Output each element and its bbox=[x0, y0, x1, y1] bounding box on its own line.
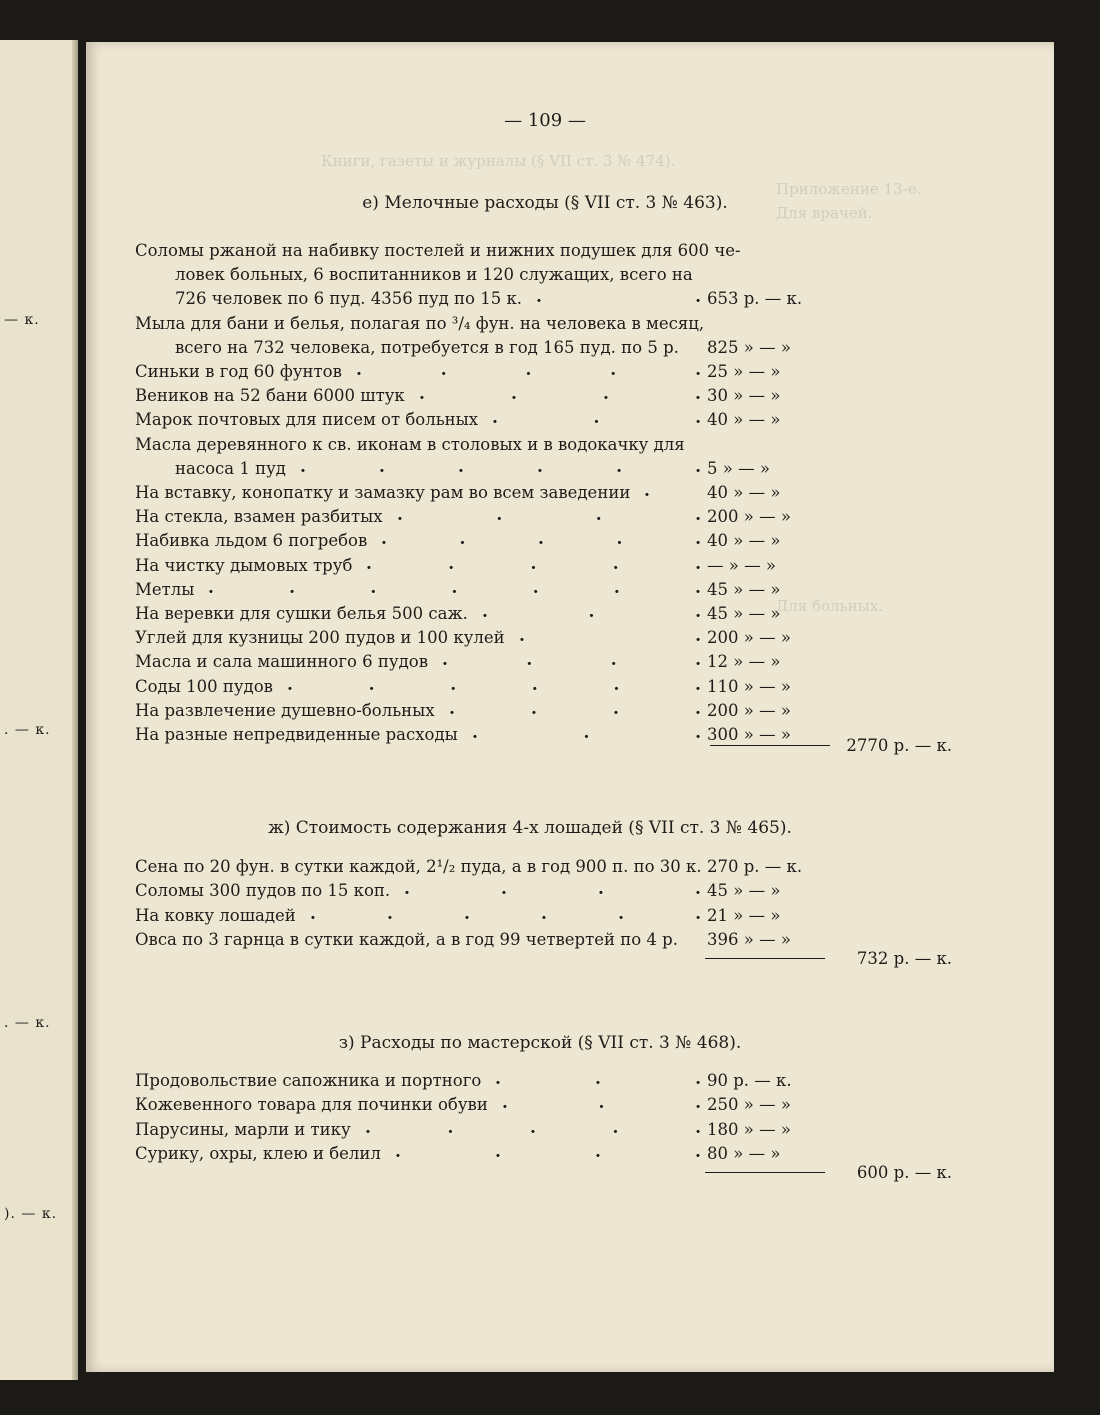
leader-dots: . bbox=[644, 481, 650, 501]
ledger-row bbox=[135, 698, 835, 725]
ledger-item-label: На развлечение душевно-больных bbox=[135, 700, 435, 720]
ledger-item-label: На веревки для сушки белья 500 саж. bbox=[135, 604, 468, 623]
left-page-total: . — к. bbox=[4, 722, 51, 738]
leader-dots: . . . . bbox=[404, 879, 701, 900]
ledger-item-amount: 200 » — » bbox=[707, 700, 791, 720]
ledger-row bbox=[135, 241, 835, 265]
ledger-row bbox=[135, 881, 835, 905]
ledger-item-amount: 200 » — » bbox=[707, 507, 791, 527]
ledger-item-amount: 45 » — » bbox=[707, 881, 781, 901]
ledger-item-label: насоса 1 пуд bbox=[175, 458, 286, 478]
ledger-item-amount: 653 р. — к. bbox=[707, 289, 803, 309]
ledger-item-amount: 21 » — » bbox=[707, 905, 781, 925]
leader-dots: . . . . bbox=[449, 698, 701, 719]
leader-dots: . . . bbox=[502, 1093, 701, 1114]
ledger-item-amount: 396 » — » bbox=[707, 929, 791, 949]
leader-dots: . . . . . bbox=[381, 529, 701, 550]
ledger-item-label: Веников на 52 бани 6000 штук bbox=[135, 386, 405, 406]
ledger-item-amount: 90 р. — к. bbox=[707, 1071, 792, 1090]
ledger-item-label: На чистку дымовых труб bbox=[135, 555, 353, 575]
ledger-item-amount: 825 » — » bbox=[707, 337, 791, 357]
left-page-total: ). — к. bbox=[4, 1206, 58, 1222]
ledger-row bbox=[135, 553, 835, 580]
ledger-row bbox=[135, 314, 835, 338]
ledger-row bbox=[135, 1141, 835, 1168]
leader-dots: . . . . . . . bbox=[208, 577, 701, 598]
ledger-item-label: На ковку лошадей bbox=[135, 905, 296, 925]
leader-dots: . . . bbox=[495, 1069, 701, 1089]
ledger-item-label: На вставку, конопатку и замазку рам во всем заведении bbox=[135, 483, 631, 502]
ledger-row bbox=[135, 265, 835, 289]
ledger-row bbox=[135, 338, 835, 362]
ledger-row bbox=[135, 435, 835, 459]
ledger-item-label: На стекла, взамен разбитых bbox=[135, 507, 383, 527]
ledger-item-amount: 40 » — » bbox=[707, 483, 781, 502]
ledger-item-label: Соломы ржаной на набивку постелей и нижних подушек для 600 че- bbox=[135, 241, 741, 260]
ledger-row bbox=[135, 456, 835, 483]
ledger-item-amount: 250 » — » bbox=[707, 1095, 791, 1115]
ledger-item-label: Мыла для бани и белья, полагая по ³/₄ фун. на человека в месяц, bbox=[135, 313, 705, 333]
left-page-total: — к. bbox=[4, 312, 40, 328]
ledger-item-label: Сурику, охры, клею и белил bbox=[135, 1143, 381, 1163]
section-heading-e: е) Мелочные расходы (§ VII ст. 3 № 463). bbox=[362, 193, 728, 213]
ledger-item-label: Марок почтовых для писем от больных bbox=[135, 410, 479, 430]
ledger-item-label: Набивка льдом 6 погребов bbox=[135, 531, 368, 551]
ledger-row bbox=[135, 674, 835, 701]
ledger-item-amount: 45 » — » bbox=[707, 604, 781, 623]
ledger-row bbox=[135, 577, 835, 604]
ledger-item-label: ловек больных, 6 воспитанников и 120 служащих, всего на bbox=[175, 265, 693, 285]
ledger-item-amount: — » — » bbox=[707, 555, 776, 575]
ledger-row bbox=[135, 628, 835, 652]
ledger-row bbox=[135, 930, 835, 954]
left-page-edge bbox=[0, 40, 78, 1380]
section-total-z: 600 р. — к. bbox=[856, 1163, 952, 1182]
leader-dots: . . . bbox=[492, 408, 701, 429]
ledger-item-label: Углей для кузницы 200 пудов и 100 кулей bbox=[135, 628, 505, 648]
ledger-item-amount: 270 р. — к. bbox=[707, 857, 803, 876]
leader-dots: . . . . bbox=[397, 505, 701, 526]
ledger-row bbox=[135, 857, 835, 881]
bleed-through-text: Для больных. bbox=[776, 597, 883, 615]
left-page-total: . — к. bbox=[4, 1015, 51, 1031]
ledger-item-amount: 200 » — » bbox=[707, 628, 791, 648]
ledger-row bbox=[135, 386, 835, 410]
total-rule bbox=[705, 958, 825, 959]
ledger-row bbox=[135, 410, 835, 434]
leader-dots: . . bbox=[519, 626, 701, 647]
ledger-item-label: Масла и сала машинного 6 пудов bbox=[135, 652, 429, 672]
leader-dots: . . . . . . bbox=[287, 674, 701, 695]
leader-dots: . . . . . bbox=[356, 360, 701, 380]
bleed-through-text: Приложение 13-е. bbox=[776, 180, 922, 198]
ledger-item-amount: 12 » — » bbox=[707, 652, 781, 672]
ledger-item-amount: 30 » — » bbox=[707, 386, 781, 406]
ledger-item-amount: 40 » — » bbox=[707, 410, 781, 430]
ledger-item-label: Масла деревянного к св. иконам в столовых и в водокачку для bbox=[135, 434, 685, 454]
ledger-row bbox=[135, 1095, 835, 1119]
ledger-item-label: Продовольствие сапожника и портного bbox=[135, 1071, 482, 1090]
ledger-item-label: Парусины, марли и тику bbox=[135, 1119, 351, 1139]
ledger-item-amount: 40 » — » bbox=[707, 531, 781, 551]
leader-dots: . . . . . . bbox=[300, 456, 701, 477]
ledger-row bbox=[135, 362, 835, 386]
ledger-item-label: Метлы bbox=[135, 579, 195, 599]
leader-dots: . . . . bbox=[419, 384, 701, 405]
ledger-row bbox=[135, 1071, 835, 1095]
ledger-item-label: На разные непредвиденные расходы bbox=[135, 725, 458, 744]
ledger-item-amount: 5 » — » bbox=[707, 458, 770, 478]
leader-dots: . . . . . bbox=[365, 1117, 701, 1138]
ledger-row bbox=[135, 604, 835, 628]
leader-dots: . . . . bbox=[395, 1141, 701, 1162]
ledger-item-label: Кожевенного товара для починки обуви bbox=[135, 1095, 488, 1115]
leader-dots: . . . . . . bbox=[310, 903, 701, 924]
section-total-zh: 732 р. — к. bbox=[856, 949, 952, 968]
ledger-item-amount: 25 » — » bbox=[707, 362, 781, 381]
ledger-row bbox=[135, 531, 835, 555]
leader-dots: . . bbox=[536, 287, 701, 308]
ledger-item-label: 726 человек по 6 пуд. 4356 пуд по 15 к. bbox=[175, 289, 523, 309]
ledger-item-amount: 45 » — » bbox=[707, 579, 781, 599]
section-total-e: 2770 р. — к. bbox=[846, 736, 952, 755]
ledger-item-label: Овса по 3 гарнца в сутки каждой, а в год 99 четвертей по 4 р. bbox=[135, 929, 678, 949]
page-gutter bbox=[72, 40, 78, 1380]
ledger-row bbox=[135, 652, 835, 676]
leader-dots: . . . . . bbox=[366, 553, 701, 574]
ledger-row bbox=[135, 289, 835, 313]
ledger-item-label: Синьки в год 60 фунтов bbox=[135, 362, 342, 381]
total-rule bbox=[705, 1172, 825, 1173]
section-heading-z: з) Расходы по мастерской (§ VII ст. 3 № 468). bbox=[338, 1033, 742, 1053]
ledger-row bbox=[135, 483, 835, 507]
leader-dots: . . . bbox=[482, 602, 701, 622]
ledger-row bbox=[135, 1117, 835, 1144]
ledger-item-amount: 80 » — » bbox=[707, 1143, 781, 1163]
ledger-item-amount: 300 » — » bbox=[707, 725, 791, 744]
ledger-item-label: всего на 732 человека, потребуется в год 165 пуд. по 5 р. bbox=[175, 337, 679, 357]
ledger-item-label: Соды 100 пудов bbox=[135, 676, 273, 696]
ledger-item-amount: 180 » — » bbox=[707, 1119, 791, 1139]
ledger-item-amount: 110 » — » bbox=[707, 676, 791, 696]
ledger-item-label: Соломы 300 пудов по 15 коп. bbox=[135, 881, 391, 901]
section-heading-zh: ж) Стоимость содержания 4-х лошадей (§ VII ст. 3 № 465). bbox=[268, 818, 792, 838]
bleed-through-text: Книги, газеты и журналы (§ VII ст. 3 № 474). bbox=[321, 152, 676, 170]
page-number: — 109 — bbox=[504, 110, 586, 131]
leader-dots: . . . . bbox=[442, 650, 701, 671]
bleed-through-text: Для врачей. bbox=[776, 204, 873, 222]
ledger-row bbox=[135, 507, 835, 531]
ledger-item-label: Сена по 20 фун. в сутки каждой, 2¹/₂ пуда, а в год 900 п. по 30 к. bbox=[135, 857, 702, 876]
ledger-row bbox=[135, 903, 835, 930]
leader-dots: . . . bbox=[472, 723, 701, 743]
